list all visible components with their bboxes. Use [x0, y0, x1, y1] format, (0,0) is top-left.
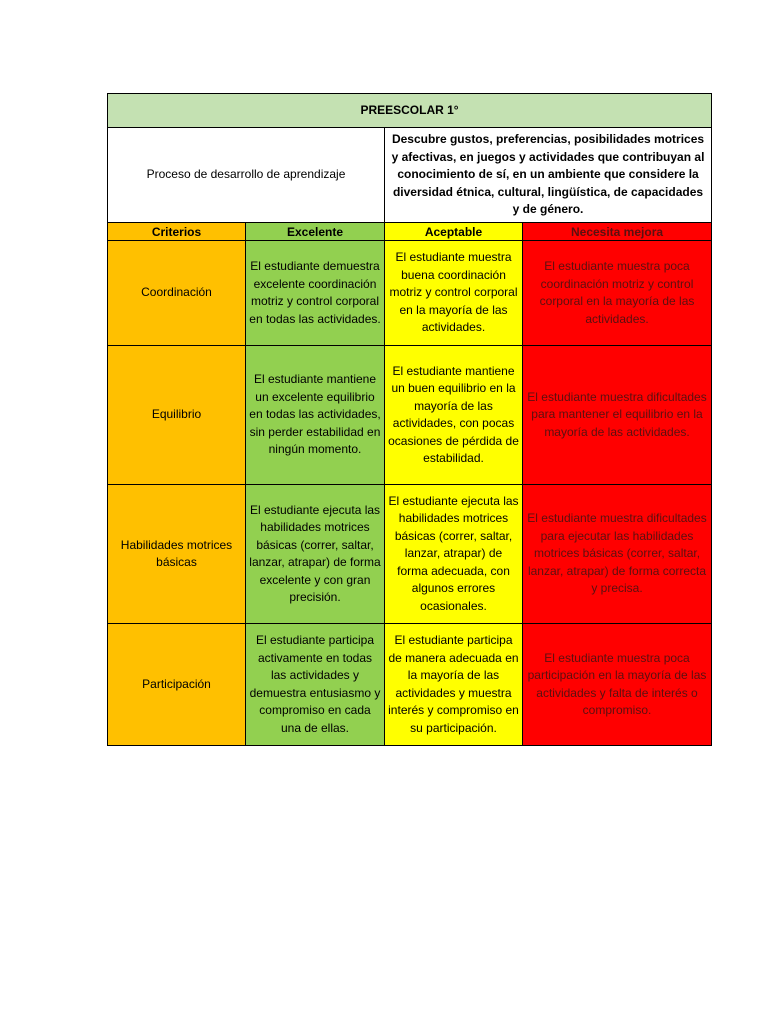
title-row	[108, 94, 712, 128]
header-criteria: Criterios	[108, 223, 246, 241]
excellent-cell: El estudiante ejecuta las habilidades motrices básicas (correr, saltar, lanzar, atrapar) de forma excelente y con gran precisión.	[246, 485, 385, 624]
rubric-table	[107, 93, 712, 746]
excellent-cell: El estudiante demuestra excelente coordinación motriz y control corporal en todas las actividades.	[246, 241, 385, 346]
header-excellent: Excelente	[246, 223, 385, 241]
acceptable-cell: El estudiante ejecuta las habilidades motrices básicas (correr, saltar, lanzar, atrapar) de forma adecuada, con algunos errores ocasionales.	[385, 485, 523, 624]
acceptable-cell: El estudiante participa de manera adecuada en la mayoría de las actividades y muestra interés y compromiso en su participación.	[385, 624, 523, 746]
needs-improvement-cell: El estudiante muestra poca coordinación motriz y control corporal en la mayoría de las actividades.	[523, 241, 712, 346]
acceptable-cell: El estudiante muestra buena coordinación motriz y control corporal en la mayoría de las actividades.	[385, 241, 523, 346]
table-row	[108, 241, 712, 346]
header-acceptable: Aceptable	[385, 223, 523, 241]
process-label: Proceso de desarrollo de aprendizaje	[108, 128, 385, 223]
excellent-cell: El estudiante participa activamente en todas las actividades y demuestra entusiasmo y compromiso en cada una de ellas.	[246, 624, 385, 746]
acceptable-cell: El estudiante mantiene un buen equilibrio en la mayoría de las actividades, con pocas ocasiones de pérdida de estabilidad.	[385, 346, 523, 485]
header-needs-improvement: Necesita mejora	[523, 223, 712, 241]
needs-improvement-cell: El estudiante muestra dificultades para ejecutar las habilidades motrices básicas (correr, saltar, lanzar, atrapar) de forma correcta y precisa.	[523, 485, 712, 624]
learning-description: Descubre gustos, preferencias, posibilidades motrices y afectivas, en juegos y actividades que contribuyan al conocimiento de sí, en un ambiente que considere la diversidad étnica, cultural, lingüística, de capacidades y de género.	[385, 128, 712, 223]
intro-row	[108, 128, 712, 223]
table-row	[108, 624, 712, 746]
criterion-cell: Habilidades motrices básicas	[108, 485, 246, 624]
page-title: PREESCOLAR 1°	[108, 94, 712, 128]
needs-improvement-cell: El estudiante muestra poca participación en la mayoría de las actividades y falta de interés o compromiso.	[523, 624, 712, 746]
header-row	[108, 223, 712, 241]
criterion-cell: Participación	[108, 624, 246, 746]
table-row	[108, 346, 712, 485]
table-row	[108, 485, 712, 624]
criterion-cell: Coordinación	[108, 241, 246, 346]
excellent-cell: El estudiante mantiene un excelente equilibrio en todas las actividades, sin perder estabilidad en ningún momento.	[246, 346, 385, 485]
needs-improvement-cell: El estudiante muestra dificultades para mantener el equilibrio en la mayoría de las actividades.	[523, 346, 712, 485]
criterion-cell: Equilibrio	[108, 346, 246, 485]
